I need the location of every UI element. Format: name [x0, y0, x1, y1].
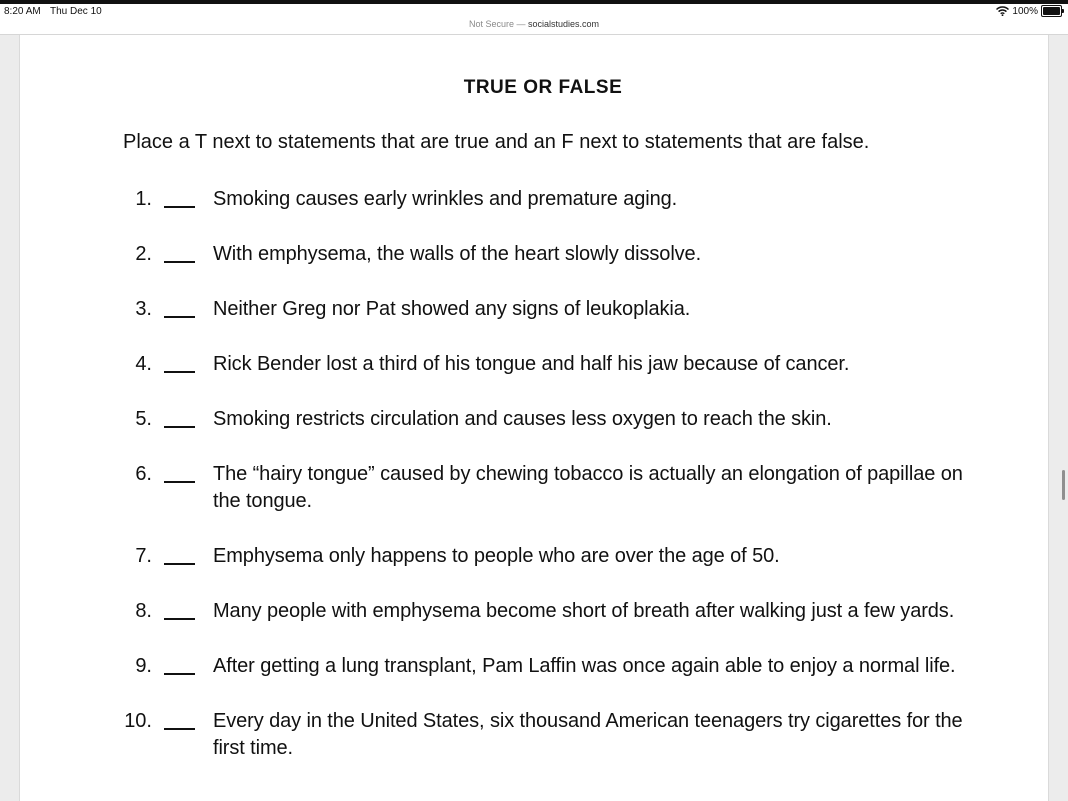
- answer-blank: [164, 206, 195, 208]
- battery-icon: [1041, 5, 1062, 17]
- question-text: After getting a lung transplant, Pam Laffin was once again able to enjoy a normal life.: [213, 655, 956, 677]
- answer-blank: [164, 316, 195, 318]
- question-number: 4.: [135, 353, 152, 375]
- status-time: 8:20 AM: [4, 6, 41, 17]
- battery-level: [1043, 7, 1060, 15]
- answer-blank: [164, 371, 195, 373]
- address-bar[interactable]: [0, 20, 1068, 35]
- question-number: 10.: [124, 710, 152, 732]
- question-text: Every day in the United States, six thousand American teenagers try cigarettes for the first time.: [213, 710, 963, 759]
- status-bar: [0, 4, 1068, 20]
- question-number: 3.: [135, 298, 152, 320]
- answer-blank: [164, 563, 195, 565]
- question-text: Smoking restricts circulation and causes less oxygen to reach the skin.: [213, 408, 832, 430]
- question-text: Many people with emphysema become short of breath after walking just a few yards.: [213, 600, 955, 622]
- wifi-icon: [996, 6, 1009, 16]
- question-number: 2.: [135, 243, 152, 265]
- scrollbar-thumb[interactable]: [1062, 470, 1065, 500]
- answer-blank: [164, 426, 195, 428]
- answer-blank: [164, 261, 195, 263]
- question-text: Neither Greg nor Pat showed any signs of leukoplakia.: [213, 298, 691, 320]
- question-number: 6.: [135, 463, 152, 485]
- url-domain: socialstudies.com: [528, 19, 600, 29]
- answer-blank: [164, 728, 195, 730]
- question-text: Rick Bender lost a third of his tongue and half his jaw because of cancer.: [213, 353, 850, 375]
- question-number: 1.: [135, 188, 152, 210]
- status-date: Thu Dec 10: [50, 6, 102, 17]
- battery-percent: 100%: [1012, 5, 1038, 17]
- answer-blank: [164, 481, 195, 483]
- question-number: 9.: [135, 655, 152, 677]
- worksheet-title: TRUE OR FALSE: [463, 77, 623, 98]
- security-indicator: Not Secure —: [468, 19, 526, 29]
- question-text: The “hairy tongue” caused by chewing tobacco is actually an elongation of papillae on the tongue.: [213, 463, 963, 512]
- worksheet-instructions: Place a T next to statements that are true and an F next to statements that are false.: [123, 131, 870, 153]
- status-indicators: [996, 5, 1062, 17]
- question-text: With emphysema, the walls of the heart slowly dissolve.: [213, 243, 702, 265]
- answer-blank: [164, 673, 195, 675]
- question-text: Smoking causes early wrinkles and premature aging.: [213, 188, 678, 210]
- answer-blank: [164, 618, 195, 620]
- question-text: Emphysema only happens to people who are over the age of 50.: [213, 545, 780, 567]
- question-number: 5.: [135, 408, 152, 430]
- question-number: 8.: [135, 600, 152, 622]
- question-number: 7.: [135, 545, 152, 567]
